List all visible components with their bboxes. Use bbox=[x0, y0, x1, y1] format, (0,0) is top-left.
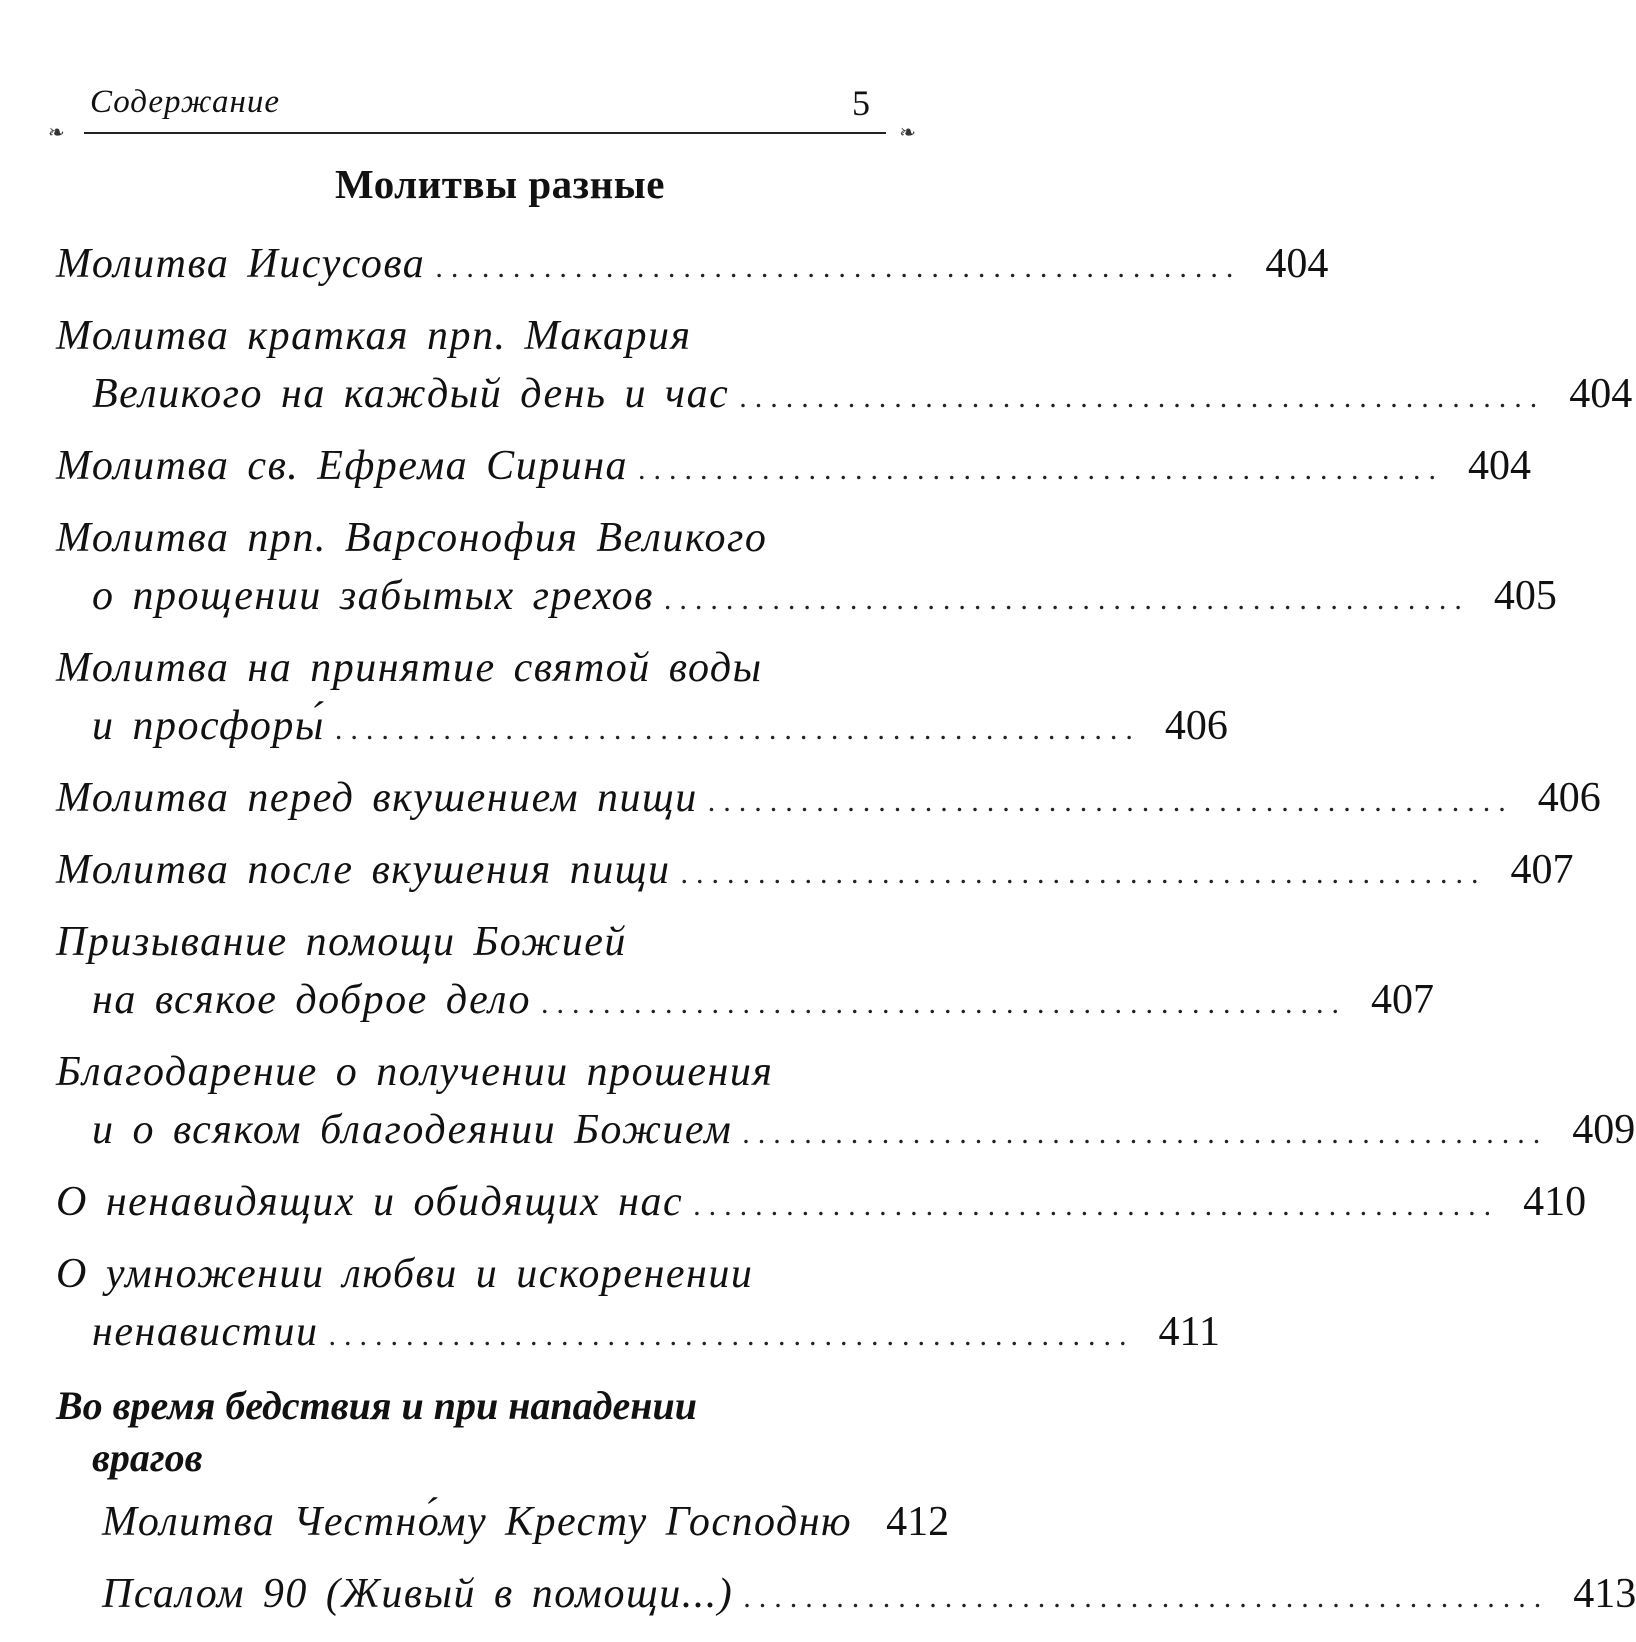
entry-text: Молитва на принятие святой воды bbox=[56, 645, 763, 691]
toc-entry[interactable] bbox=[56, 1498, 950, 1556]
dot-leader: .................................................... bbox=[693, 1189, 1500, 1222]
entry-page: 404 bbox=[1569, 371, 1633, 417]
entry-page: 412 bbox=[886, 1499, 950, 1545]
subsection-heading-line: Во время бедствия и при нападении bbox=[56, 1383, 697, 1428]
entry-text: Призывание помощи Божией bbox=[56, 919, 627, 965]
toc-entry[interactable] bbox=[56, 1250, 1220, 1366]
section-title: Молитвы разные bbox=[335, 161, 665, 207]
dot-leader: .................................................... bbox=[435, 251, 1242, 284]
entry-text: Молитва краткая прп. Макария bbox=[56, 313, 692, 359]
entry-page: 409 bbox=[1572, 1107, 1636, 1153]
entry-page: 413 bbox=[1573, 1571, 1636, 1617]
dot-leader: .................................................... bbox=[638, 453, 1445, 486]
ornament-left-icon: ❧ bbox=[48, 122, 65, 144]
entry-page: 407 bbox=[1371, 977, 1435, 1023]
entry-text-continued: и просфоры́ bbox=[92, 703, 325, 749]
toc-entry[interactable] bbox=[56, 312, 1633, 428]
entry-text-continued: о прощении забытых грехов bbox=[92, 573, 654, 619]
toc-entry[interactable] bbox=[56, 240, 1329, 298]
dot-leader: .................................................... bbox=[743, 1581, 1550, 1614]
dot-leader: .................................................... bbox=[739, 381, 1546, 414]
toc-entry[interactable] bbox=[56, 442, 1532, 500]
toc-entry[interactable] bbox=[56, 1178, 1587, 1236]
running-header bbox=[48, 83, 916, 144]
entry-page: 404 bbox=[1265, 241, 1329, 287]
dot-leader: .................................................... bbox=[541, 987, 1348, 1020]
entry-page: 405 bbox=[1493, 573, 1557, 619]
entry-page: 404 bbox=[1468, 443, 1532, 489]
dot-leader: .................................................... bbox=[328, 1319, 1135, 1352]
entry-text: Молитва перед вкушением пищи bbox=[56, 775, 698, 821]
entry-page: 406 bbox=[1537, 775, 1601, 821]
entry-page: 406 bbox=[1164, 703, 1228, 749]
dot-leader: .................................................... bbox=[334, 713, 1141, 746]
toc-entry[interactable] bbox=[56, 644, 1228, 760]
toc-entry[interactable] bbox=[56, 774, 1601, 832]
toc-entry[interactable] bbox=[56, 514, 1557, 630]
table-of-contents bbox=[56, 240, 1636, 1642]
header-rule bbox=[84, 132, 886, 134]
entry-text-continued: Великого на каждый день и час bbox=[92, 371, 730, 417]
entry-text: О ненавидящих и обидящих нас bbox=[56, 1179, 684, 1225]
entry-text: Молитва св. Ефрема Сирина bbox=[56, 443, 629, 489]
entry-text-continued: и о всяком благодеянии Божием bbox=[92, 1107, 733, 1153]
toc-entry[interactable] bbox=[56, 918, 1435, 1034]
entry-text-continued: на всякое доброе дело bbox=[92, 977, 532, 1023]
entry-page: 410 bbox=[1523, 1179, 1587, 1225]
entry-text: Молитва прп. Варсонофия Великого bbox=[56, 515, 768, 561]
entry-page: 411 bbox=[1158, 1309, 1220, 1355]
dot-leader: .................................................... bbox=[680, 857, 1487, 890]
page-number: 5 bbox=[852, 83, 870, 123]
toc-entry[interactable] bbox=[56, 1048, 1636, 1164]
entry-text: Молитва Иисусова bbox=[56, 241, 426, 287]
entry-text: Благодарение о получении прошения bbox=[56, 1049, 774, 1095]
dot-leader: .................................................... bbox=[663, 583, 1470, 616]
dot-leader: .................................................... bbox=[707, 785, 1514, 818]
entry-text: Молитва Честно́му Кресту Господню bbox=[102, 1499, 853, 1545]
toc-entry[interactable] bbox=[56, 1570, 1636, 1628]
entry-text: Псалом 90 (Живый в помощи...) bbox=[102, 1571, 734, 1617]
running-title: Содержание bbox=[90, 84, 281, 120]
toc-entry[interactable] bbox=[56, 846, 1574, 904]
dot-leader: .................................................... bbox=[742, 1117, 1549, 1150]
entry-text: Молитва после вкушения пищи bbox=[56, 847, 671, 893]
subsection-heading-line: врагов bbox=[92, 1435, 203, 1480]
entry-text: О умножении любви и искоренении bbox=[56, 1251, 754, 1297]
subsection-heading bbox=[56, 1380, 906, 1484]
entry-page: 407 bbox=[1510, 847, 1574, 893]
entry-text-continued: ненавистии bbox=[92, 1309, 319, 1355]
ornament-right-icon: ❧ bbox=[899, 122, 916, 144]
